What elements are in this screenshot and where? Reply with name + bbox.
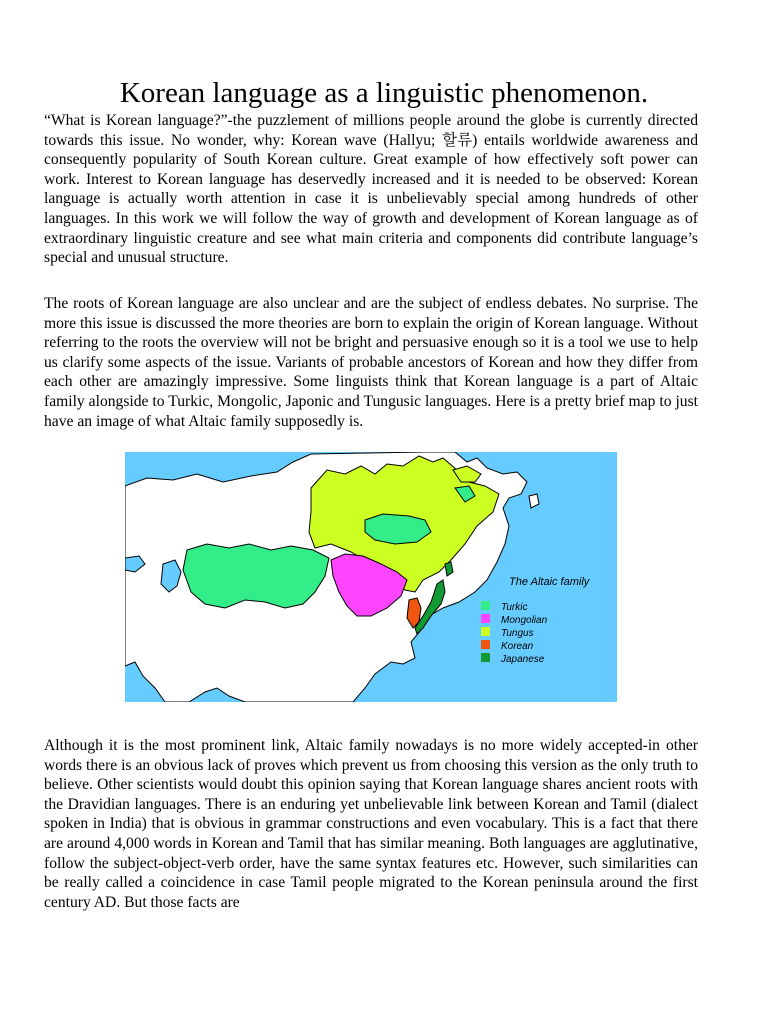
- legend-label-japanese: Japanese: [501, 654, 545, 665]
- legend-swatch-mongolian: [481, 614, 490, 623]
- map-region-turkic-west: [183, 544, 329, 608]
- legend-label-mongolian: Mongolian: [501, 615, 548, 626]
- legend-swatch-tungus: [481, 627, 490, 636]
- legend-label-korean: Korean: [501, 641, 534, 652]
- altaic-family-map: [125, 452, 617, 702]
- map-legend-title: The Altaic family: [509, 576, 590, 588]
- legend-swatch-korean: [481, 640, 490, 649]
- paragraph-intro: “What is Korean language?”-the puzzlement of millions people around the globe is currently directed towards this issue. No wonder, why: Korean wave (Hallyu; 할류) entails worldwide awareness and consequently popularity of South Korean culture. Great example of how effectively soft power can work. Interest to Korean language has deservedly increased and it is needed to be observed: Korean language is actually worth attention in case it is unbelievably special among hundreds of other languages. In this work we will follow the way of growth and development of Korean language as of extraordinary linguistic creature and see what main criteria and components did contribute language’s special and unusual structure.: [44, 112, 698, 267]
- paragraph-roots: The roots of Korean language are also unclear and are the subject of endless debates. No surprise. The more this issue is discussed the more theories are born to explain the origin of Korean language. Without referring to the roots the overview will not be bright and persuasive enough so it is a tool we use to help us clarify some aspects of the issue. Variants of probable ancestors of Korean and how they differ from each other are amazingly impressive. Some linguists think that Korean language is a part of Altaic family alongside to Turkic, Mongolic, Japonic and Tungusic languages. Here is a pretty brief map to just have an image of what Altaic family supposedly is.: [44, 295, 698, 430]
- legend-swatch-turkic: [481, 601, 490, 610]
- paragraph-dravidian: Although it is the most prominent link, Altaic family nowadays is no more widely accepted-in other words there is an obvious lack of proves which prevent us from choosing this version as the only truth to believe. Other scientists would doubt this opinion saying that Korean language shares ancient roots with the Dravidian languages. There is an enduring yet unbelievable link between Korean and Tamil (dialect spoken in India) that is obvious in grammar constructions and even vocabulary. This is a fact that there are around 4,000 words in Korean and Tamil that has similar meaning. Both languages are agglutinative, follow the subject-object-verb order, have the same syntax features etc. However, such similarities can be really called a coincidence in case Tamil people migrated to the Korean peninsula around the first century AD. But those facts are: [44, 737, 698, 911]
- page-title: Korean language as a linguistic phenomenon.: [119, 77, 649, 109]
- legend-label-tungus: Tungus: [501, 628, 534, 639]
- legend-swatch-japanese: [481, 653, 490, 662]
- legend-label-turkic: Turkic: [501, 602, 528, 613]
